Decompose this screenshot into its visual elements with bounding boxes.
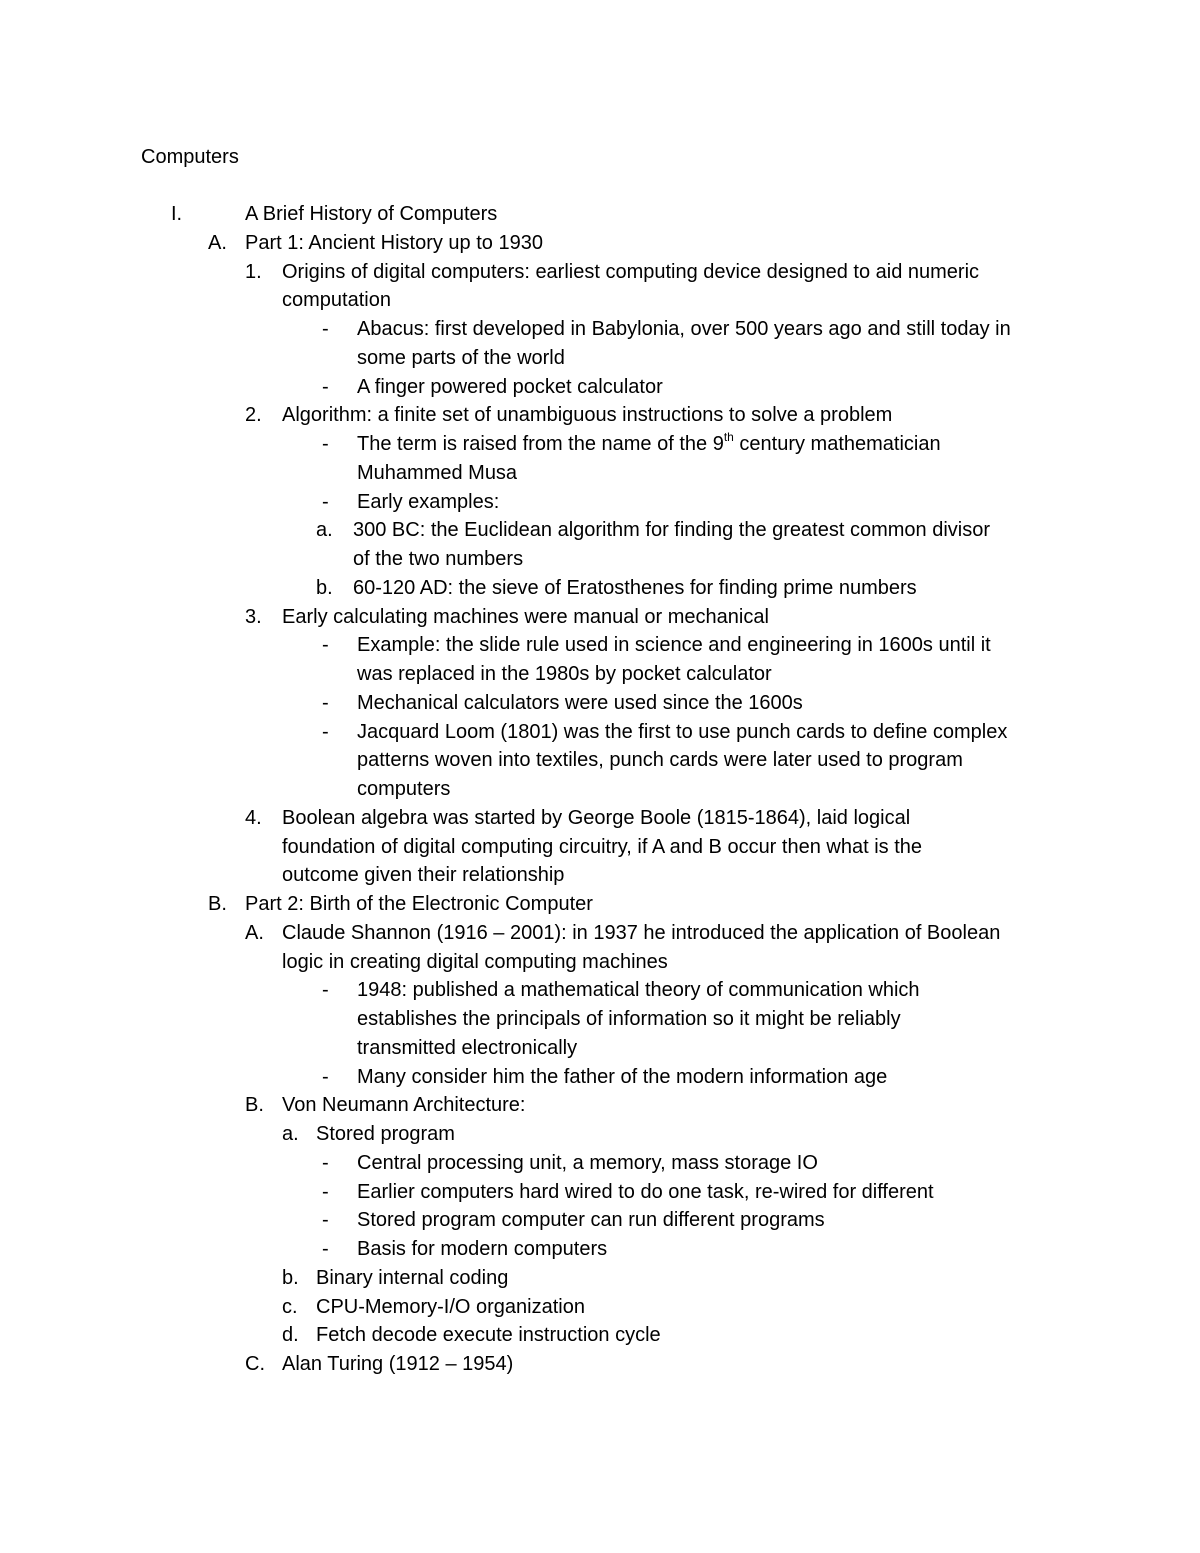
outline-line: Muhammed Musa xyxy=(357,462,518,484)
outline-line: Stored program computer can run different programs xyxy=(357,1209,825,1231)
outline-line: 60-120 AD: the sieve of Eratosthenes for finding prime numbers xyxy=(353,577,917,599)
outline-line: Stored program xyxy=(316,1123,455,1145)
outline-marker: b. xyxy=(282,1267,299,1289)
outline-line: 300 BC: the Euclidean algorithm for finding the greatest common divisor xyxy=(353,519,991,541)
outline-marker: B. xyxy=(245,1094,264,1116)
outline-line: foundation of digital computing circuitry, if A and B occur then what is the xyxy=(282,836,922,858)
outline-marker: - xyxy=(322,1209,329,1231)
outline-line: Origins of digital computers: earliest computing device designed to aid numeric xyxy=(282,261,980,283)
outline-line: Binary internal coding xyxy=(316,1267,509,1289)
outline-line: Algorithm: a finite set of unambiguous instructions to solve a problem xyxy=(282,404,893,426)
outline-line: Earlier computers hard wired to do one task, re-wired for different xyxy=(357,1181,934,1203)
outline-line: Early examples: xyxy=(357,491,500,513)
outline-marker: - xyxy=(322,318,329,340)
outline-line: Alan Turing (1912 – 1954) xyxy=(282,1353,514,1375)
outline-line: Jacquard Loom (1801) was the first to use punch cards to define complex xyxy=(357,721,1008,743)
outline-marker: - xyxy=(322,376,329,398)
outline-line: patterns woven into textiles, punch cards were later used to program xyxy=(357,749,963,771)
outline-line: Early calculating machines were manual or mechanical xyxy=(282,606,769,628)
outline-line: some parts of the world xyxy=(357,347,565,369)
outline-line: Fetch decode execute instruction cycle xyxy=(316,1324,661,1346)
outline-line: A finger powered pocket calculator xyxy=(357,376,663,398)
outline-marker: - xyxy=(322,1181,329,1203)
outline-marker: A. xyxy=(208,232,227,254)
outline-line: Boolean algebra was started by George Boole (1815-1864), laid logical xyxy=(282,807,911,829)
outline-line: The term is raised from the name of the 9th century mathematician xyxy=(357,430,941,455)
outline-line: Many consider him the father of the modern information age xyxy=(357,1066,888,1088)
outline-marker: C. xyxy=(245,1353,265,1375)
outline-line: establishes the principals of information so it might be reliably xyxy=(357,1008,901,1030)
outline-marker: d. xyxy=(282,1324,299,1346)
outline-line: transmitted electronically xyxy=(357,1037,578,1059)
outline-marker: - xyxy=(322,721,329,743)
outline-marker: b. xyxy=(316,577,333,599)
outline-line: Mechanical calculators were used since the 1600s xyxy=(357,692,803,714)
outline-line: Example: the slide rule used in science and engineering in 1600s until it xyxy=(357,634,991,656)
outline-marker: I. xyxy=(171,203,183,225)
outline-marker: A. xyxy=(245,922,264,944)
outline-marker: - xyxy=(322,979,329,1001)
outline-marker: 2. xyxy=(245,404,262,426)
superscript: th xyxy=(723,430,734,445)
outline-line: computers xyxy=(357,778,451,800)
outline-line: A Brief History of Computers xyxy=(245,203,498,225)
document-title: Computers xyxy=(141,146,239,168)
outline-line: was replaced in the 1980s by pocket calculator xyxy=(357,663,772,685)
outline-line: Basis for modern computers xyxy=(357,1238,608,1260)
outline-line: Von Neumann Architecture: xyxy=(282,1094,526,1116)
outline-marker: - xyxy=(322,491,329,513)
outline-marker: a. xyxy=(282,1123,299,1145)
outline-marker: 3. xyxy=(245,606,262,628)
outline-marker: B. xyxy=(208,893,227,915)
outline-line: computation xyxy=(282,289,391,311)
outline-marker: - xyxy=(322,433,329,455)
outline-line: Claude Shannon (1916 – 2001): in 1937 he introduced the application of Boolean xyxy=(282,922,1001,944)
outline-line: Part 1: Ancient History up to 1930 xyxy=(245,232,543,254)
outline-line: of the two numbers xyxy=(353,548,524,570)
outline-line: CPU-Memory-I/O organization xyxy=(316,1296,585,1318)
outline-marker: - xyxy=(322,1066,329,1088)
outline-line: Abacus: first developed in Babylonia, over 500 years ago and still today in xyxy=(357,318,1011,340)
outline-marker: - xyxy=(322,634,329,656)
outline-marker: 1. xyxy=(245,261,262,283)
outline-marker: - xyxy=(322,1238,329,1260)
outline-line: outcome given their relationship xyxy=(282,864,565,886)
outline-marker: - xyxy=(322,1152,329,1174)
outline-line: logic in creating digital computing machines xyxy=(282,951,668,973)
outline-marker: - xyxy=(322,692,329,714)
outline-marker: c. xyxy=(282,1296,298,1318)
outline-line: Central processing unit, a memory, mass storage IO xyxy=(357,1152,818,1174)
outline-marker: a. xyxy=(316,519,333,541)
outline-line: 1948: published a mathematical theory of communication which xyxy=(357,979,920,1001)
outline-line: Part 2: Birth of the Electronic Computer xyxy=(245,893,593,915)
outline-marker: 4. xyxy=(245,807,262,829)
